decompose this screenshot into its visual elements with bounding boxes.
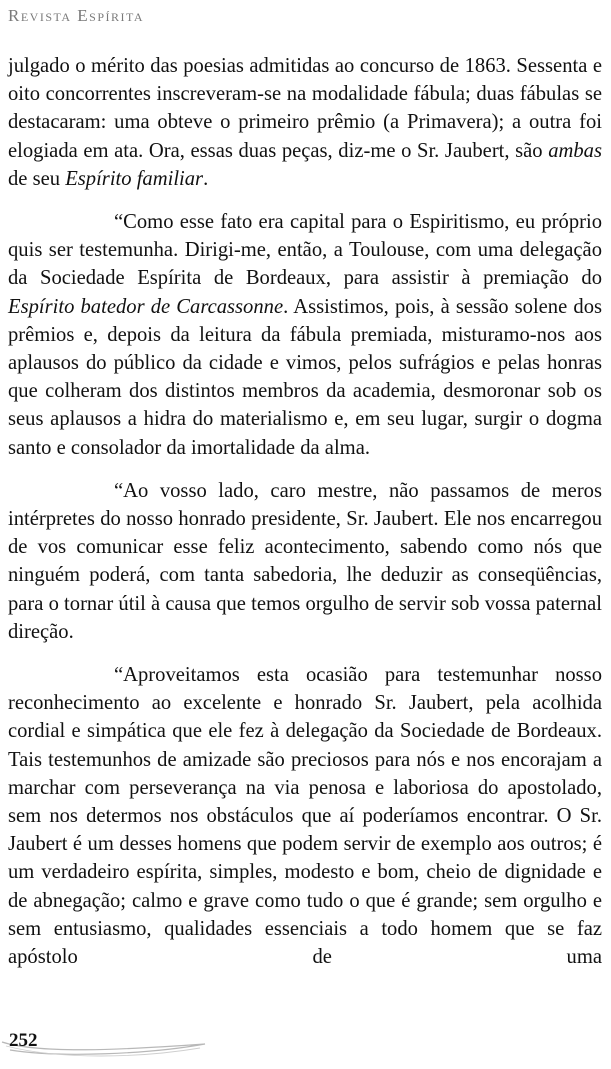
text-run: julgado o mérito das poesias admitidas ao concurso de 1863. Sessenta e oito concorrentes inscreveram-se na modalidade fábula; duas fábulas se destacaram: uma obteve o primeiro prêmio (a Primavera); a outra foi elogiada em ata. Ora, essas duas peças, diz-me o Sr. Jaubert, são (8, 55, 602, 162)
running-header: Revista Espírita (8, 6, 145, 25)
italic-text-run: Espírito batedor de Carcassonne (8, 295, 284, 318)
paragraph-3 (8, 477, 602, 646)
text-run: “Aproveitamos esta ocasião para testemunhar nosso reconhecimento ao excelente e honrado Sr. Jaubert, pela acolhida cordial e simpática que ele fez à delegação da Sociedade de Bordeaux. Tais testemunhos de amizade são preciosos para nós e nos encorajam a marchar com perseverança na via penosa e laboriosa do apostolado, sem nos determos nos obstáculos que aí poderíamos encontrar. O Sr. Jaubert é um desses homens que podem servir de exemplo aos outros; é um verdadeiro espírita, simples, modesto e bom, cheio de dignidade e de abnegação; calmo e grave como tudo o que é grande; sem orgulho e sem entusiasmo, qualidades essenciais a todo homem que se faz apóstolo de uma (8, 664, 602, 969)
text-run: . Assistimos, pois, à sessão solene dos prêmios e, depois da leitura da fábula premiada, misturamo-nos aos aplausos do público da cidade e vimos, pelos sufrágios e pelas honras que colheram dos distintos membros da academia, desmoronar sob os seus aplausos a hidra do materialismo e, em seu lugar, surgir o dogma santo e consolador da imortalidade da alma. (8, 295, 603, 459)
paragraph-4 (8, 661, 602, 971)
italic-text-run: ambas (548, 139, 602, 162)
text-run: “Como esse fato era capital para o Espiritismo, eu próprio quis ser testemunha. Dirigi-me, então, a Toulouse, com uma delegação da Sociedade Espírita de Bordeaux, para assistir à premiação do (8, 211, 602, 290)
paragraph-2 (8, 208, 602, 462)
paragraph-1 (8, 52, 602, 193)
text-run: . (203, 167, 209, 190)
page-footer (0, 1024, 611, 1069)
page-body (8, 52, 602, 971)
page-number: 252 (9, 1030, 38, 1051)
text-run: de seu (8, 167, 66, 190)
italic-text-run: Espírito familiar (65, 167, 204, 190)
text-run: “Ao vosso lado, caro mestre, não passamos de meros intérpretes do nosso honrado presidente, Sr. Jaubert. Ele nos encarregou de vos comunicar esse feliz acontecimento, sabendo como nós que ninguém poderá, com tanta sabedoria, lhe deduzir as conseqüências, para o tornar útil à causa que temos orgulho de servir sob vossa paternal direção. (8, 479, 602, 643)
